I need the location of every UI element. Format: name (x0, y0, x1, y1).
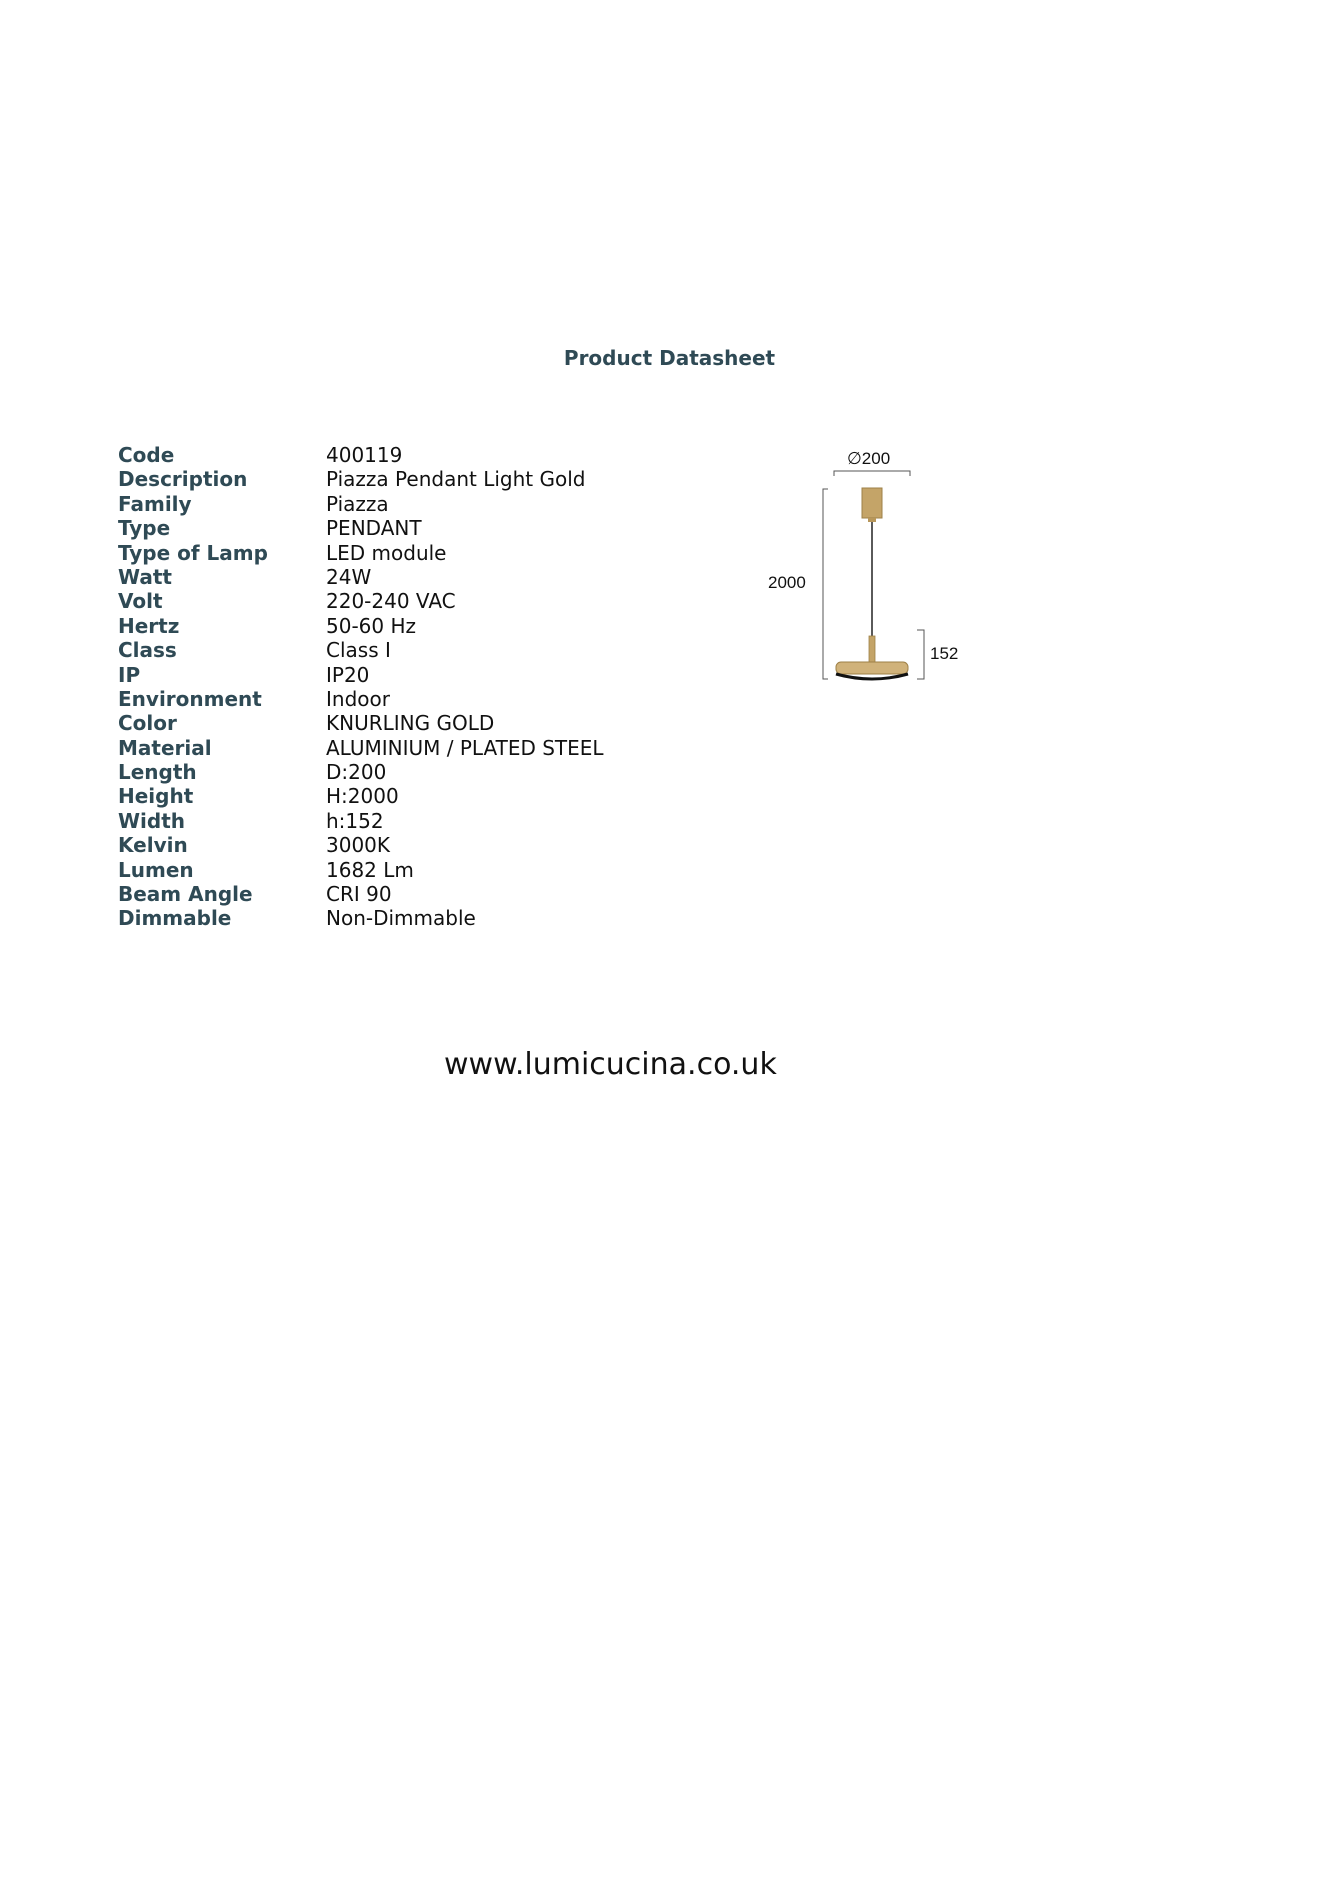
spec-value: LED module (326, 540, 447, 565)
spec-label: Hertz (118, 613, 180, 638)
spec-row-family (118, 492, 604, 516)
height-dimension-line (823, 489, 828, 679)
spec-row-environment (118, 687, 604, 711)
spec-value: KNURLING GOLD (326, 711, 495, 736)
spec-label: Color (118, 711, 177, 736)
spec-label: Watt (118, 564, 172, 589)
spec-row-hertz (118, 614, 604, 638)
spec-value: 3000K (326, 833, 391, 858)
spec-value: Non-Dimmable (326, 906, 476, 931)
spec-row-volt (118, 589, 604, 613)
spec-label: Dimmable (118, 906, 232, 931)
spec-value: Piazza (326, 491, 389, 516)
spec-row-class (118, 638, 604, 662)
spec-label: Description (118, 467, 248, 492)
spec-row-type-of-lamp (118, 541, 604, 565)
spec-label: Lumen (118, 857, 194, 882)
spec-row-length (118, 760, 604, 784)
shade-diffuser-shape (836, 674, 908, 679)
height-label: 2000 (768, 573, 806, 592)
canopy-connector-shape (868, 518, 876, 522)
spec-value: ALUMINIUM / PLATED STEEL (326, 735, 604, 760)
spec-row-watt (118, 565, 604, 589)
spec-row-ip (118, 663, 604, 687)
spec-table (118, 443, 604, 931)
spec-label: Family (118, 491, 192, 516)
spec-row-lumen (118, 858, 604, 882)
spec-label: Code (118, 443, 175, 467)
spec-value: h:152 (326, 808, 384, 833)
spec-label: Volt (118, 589, 163, 614)
spec-value: PENDANT (326, 516, 422, 541)
diameter-label: ∅200 (847, 449, 891, 468)
spec-row-kelvin (118, 833, 604, 857)
spec-value: 50-60 Hz (326, 613, 417, 638)
shade-height-label: 152 (930, 644, 959, 663)
spec-value: D:200 (326, 760, 387, 785)
spec-value: 400119 (326, 443, 403, 467)
spec-label: Kelvin (118, 833, 188, 858)
spec-value: IP20 (326, 662, 370, 687)
pendant-technical-drawing (760, 440, 1000, 690)
spec-label: Type of Lamp (118, 540, 268, 565)
spec-row-material (118, 736, 604, 760)
spec-label: Width (118, 808, 186, 833)
spec-label: Type (118, 516, 171, 541)
spec-label: Material (118, 735, 212, 760)
shade-shape (836, 662, 908, 674)
spec-label: Class (118, 638, 177, 663)
spec-value: Indoor (326, 686, 390, 711)
website-url: www.lumicucina.co.uk (444, 1047, 777, 1082)
spec-label: Length (118, 760, 197, 785)
spec-row-beam-angle (118, 882, 604, 906)
stem-shape (869, 636, 875, 662)
spec-value: H:2000 (326, 784, 399, 809)
spec-label: Height (118, 784, 194, 809)
spec-value: Class I (326, 638, 391, 663)
page-title: Product Datasheet (563, 346, 776, 370)
spec-row-color (118, 711, 604, 735)
spec-row-height (118, 784, 604, 808)
spec-value: Piazza Pendant Light Gold (326, 467, 586, 492)
spec-value: 220-240 VAC (326, 589, 456, 614)
spec-row-width (118, 809, 604, 833)
spec-row-description (118, 467, 604, 491)
spec-row-type (118, 516, 604, 540)
spec-value: CRI 90 (326, 882, 392, 907)
diameter-dimension-line (834, 471, 910, 476)
spec-value: 24W (326, 564, 372, 589)
spec-value: 1682 Lm (326, 857, 414, 882)
canopy-shape (862, 488, 882, 518)
spec-row-dimmable (118, 906, 604, 930)
spec-label: Environment (118, 686, 262, 711)
spec-label: Beam Angle (118, 882, 253, 907)
shade-height-dimension-line (917, 630, 924, 679)
spec-row-code (118, 443, 604, 467)
spec-label: IP (118, 662, 141, 687)
